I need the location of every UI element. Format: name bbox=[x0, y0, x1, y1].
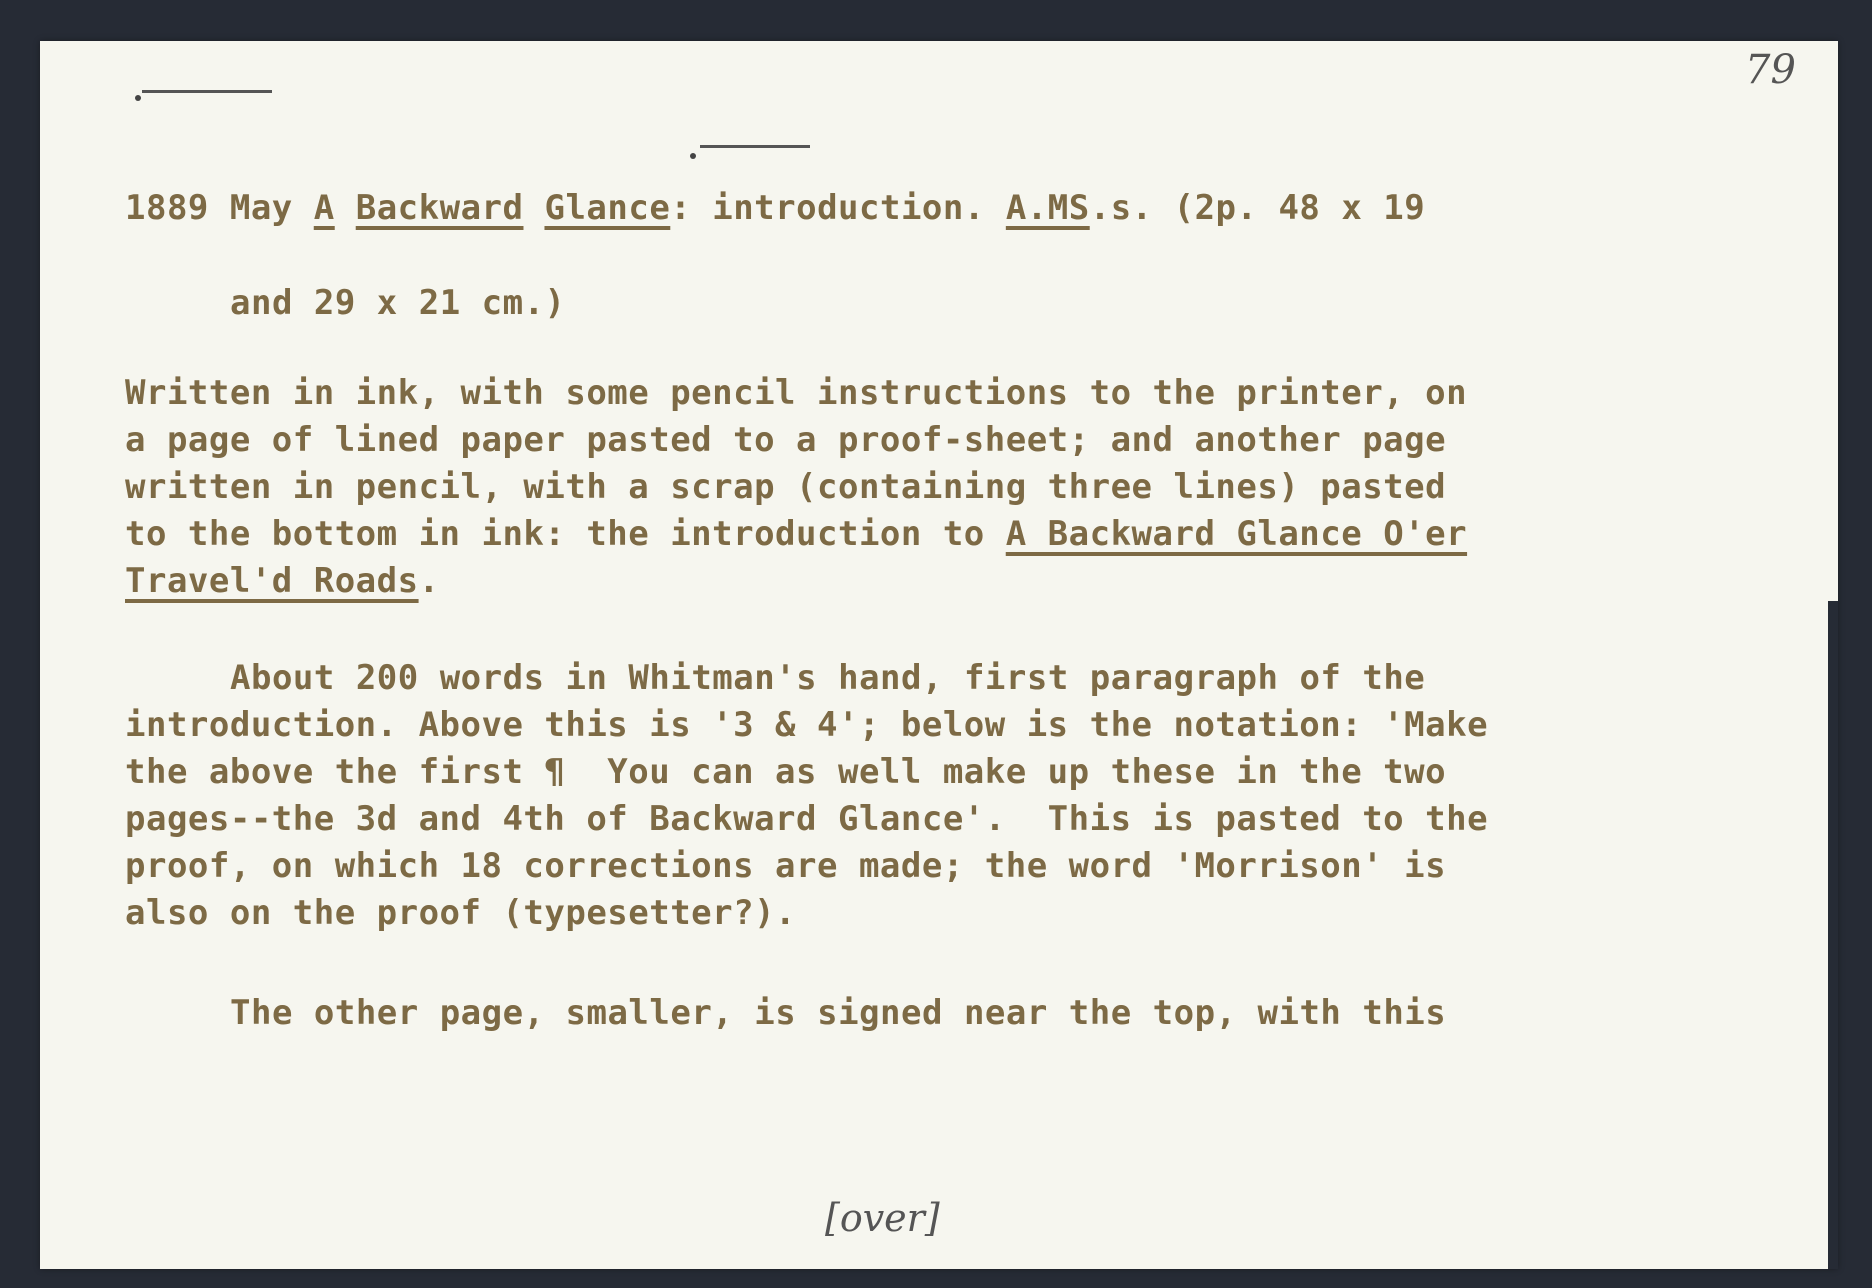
page-number: 79 bbox=[1745, 47, 1796, 93]
para1-line4-start: to the bottom in ink: the introduction to bbox=[125, 514, 1006, 554]
catalog-card bbox=[40, 41, 1838, 1269]
entry-dimensions: .s. (2p. 48 x 19 bbox=[1089, 188, 1426, 228]
pencil-dot bbox=[135, 95, 141, 101]
entry-date: 1889 May bbox=[125, 188, 293, 228]
title-word-backward: Backward bbox=[355, 188, 524, 228]
work-title-part2: Travel'd Roads bbox=[125, 561, 419, 601]
para2-line5: proof, on which 18 corrections are made; the word 'Morrison' is bbox=[125, 846, 1447, 886]
para1-line2: a page of lined paper pasted to a proof-sheet; and another page bbox=[125, 420, 1447, 460]
ams-abbrev: A.MS bbox=[1005, 188, 1090, 228]
entry-type: : introduction. bbox=[670, 188, 985, 228]
para2-line6: also on the proof (typesetter?). bbox=[125, 893, 797, 933]
para1-line3: written in pencil, with a scrap (containing three lines) pasted bbox=[125, 467, 1447, 507]
pencil-mark-left bbox=[142, 90, 272, 93]
pencil-dot-center bbox=[690, 153, 696, 159]
para3-line1: The other page, smaller, is signed near the top, with this bbox=[230, 993, 1447, 1033]
para1-line5-end: . bbox=[418, 561, 440, 601]
entry-dimensions-cont: and 29 x 21 cm.) bbox=[230, 283, 566, 323]
title-word-glance: Glance bbox=[544, 188, 671, 228]
entry-heading bbox=[125, 188, 1426, 228]
para1-line1: Written in ink, with some pencil instructions to the printer, on bbox=[125, 373, 1468, 413]
work-title-part1: A Backward Glance O'er bbox=[1005, 514, 1468, 554]
para1-line5 bbox=[125, 561, 440, 601]
over-note: [over] bbox=[825, 1196, 940, 1240]
pencil-mark-center bbox=[700, 145, 810, 148]
para1-line4 bbox=[125, 514, 1468, 554]
card-edge-shadow bbox=[1828, 601, 1838, 1269]
para2-line3: the above the first ¶ You can as well make up these in the two bbox=[125, 752, 1447, 792]
title-word-a: A bbox=[313, 188, 335, 228]
para2-line4: pages--the 3d and 4th of Backward Glance'. This is pasted to the bbox=[125, 799, 1489, 839]
para2-line1: About 200 words in Whitman's hand, first paragraph of the bbox=[230, 658, 1426, 698]
para2-line2: introduction. Above this is '3 & 4'; below is the notation: 'Make bbox=[125, 705, 1489, 745]
